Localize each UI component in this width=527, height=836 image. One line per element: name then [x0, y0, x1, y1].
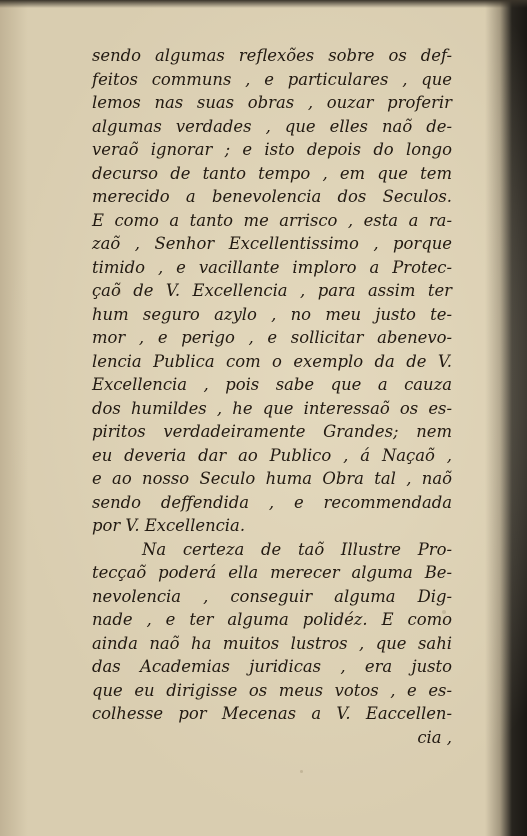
text-line: nevolencia , conseguir alguma Dig-	[92, 586, 452, 606]
text-line: eu deveria dar ao Publico , á Naçaõ ,	[92, 445, 452, 465]
text-line: ainda naõ ha muitos lustros , que sahi	[92, 633, 452, 653]
text-line: algumas verdades , que elles naõ de-	[92, 116, 452, 136]
text-line: Excellencia , pois sabe que a cauza	[92, 375, 452, 394]
text-line: das Academias juridicas , era justo	[92, 657, 452, 676]
text-line: hum seguro azylo , no meu justo te-	[92, 304, 452, 324]
text-line: decurso de tanto tempo , em que tem	[92, 163, 452, 183]
text-line: mor , e perigo , e sollicitar abenevo-	[92, 328, 452, 347]
paper-speck	[116, 290, 121, 295]
text-line: lemos nas suas obras , ouzar proferir	[92, 93, 452, 112]
text-line: nade , e ter alguma polidéz. E como	[92, 610, 452, 629]
text-line: e ao nosso Seculo huma Obra tal , naõ	[92, 469, 452, 488]
text-line: timido , e vacillante imploro a Protec-	[92, 257, 452, 277]
text-line: dos humildes , he que interessaõ os es-	[92, 398, 452, 418]
text-line: que eu dirigisse os meus votos , e es-	[92, 680, 452, 700]
text-line: E como a tanto me arrisco , esta a ra-	[92, 210, 452, 230]
paper-speck	[442, 610, 446, 614]
text-line: lencia Publica com o exemplo da de V.	[92, 351, 452, 371]
text-line: sendo algumas reflexões sobre os def-	[92, 46, 452, 65]
text-line: tecçaõ poderá ella merecer alguma Be-	[92, 563, 452, 582]
text-line: piritos verdadeiramente Grandes; nem	[92, 422, 452, 441]
body-text	[92, 44, 452, 749]
catchword-line: cia ,	[417, 727, 452, 747]
paper-speck	[300, 770, 303, 773]
text-line: feitos communs , e particulares , que	[92, 69, 452, 89]
paragraph-first-line: Na certeza de taõ Illustre Pro-	[142, 539, 452, 559]
text-line: por V. Excellencia.	[92, 516, 246, 535]
text-line: çaõ de V. Excellencia , para assim ter	[92, 281, 452, 300]
text-line: sendo deffendida , e recommendada	[92, 492, 452, 512]
page-top-edge	[0, 0, 527, 8]
text-line: veraõ ignorar ; e isto depois do longo	[92, 140, 452, 159]
text-line: merecido a benevolencia dos Seculos.	[92, 187, 452, 206]
text-line: zaõ , Senhor Excellentissimo , porque	[92, 234, 452, 253]
text-line: colhesse por Mecenas a V. Eaccellen-	[92, 704, 452, 723]
